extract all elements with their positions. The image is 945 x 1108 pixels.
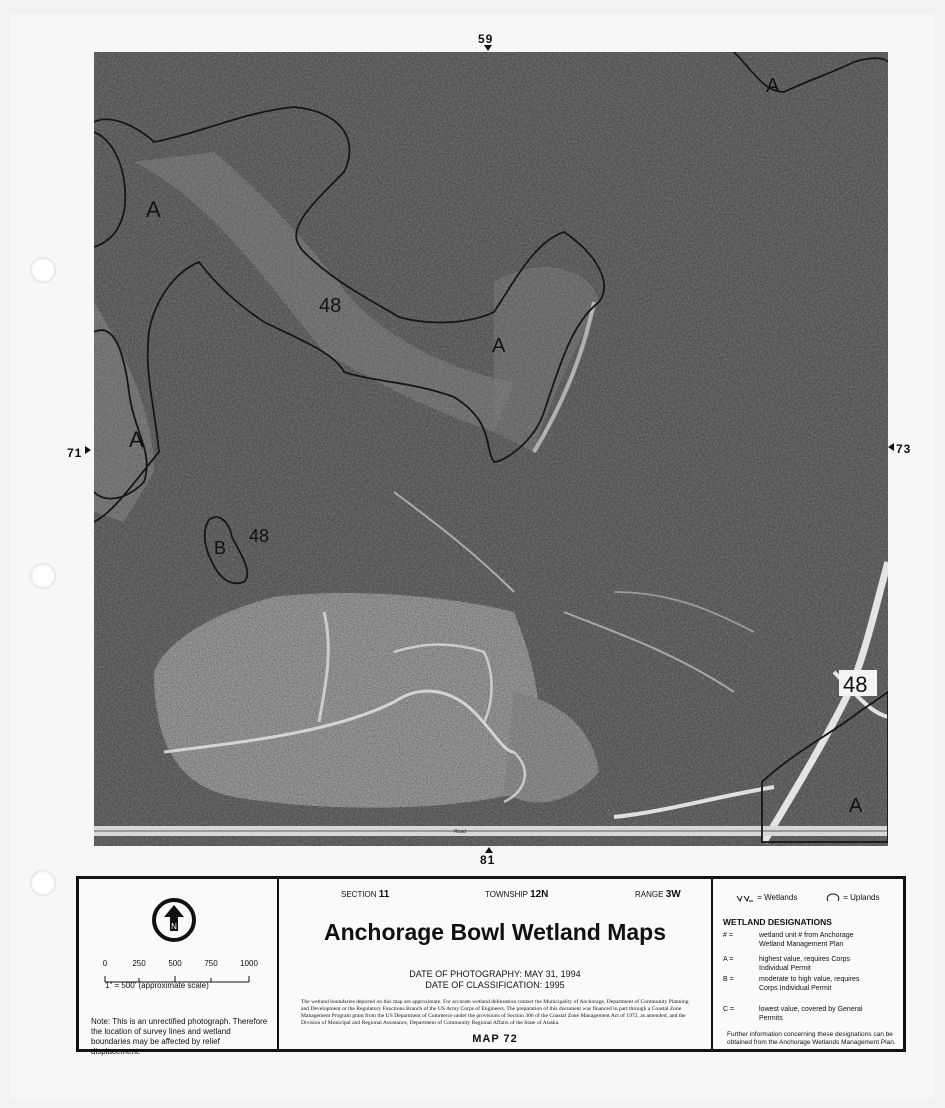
edge-arrow-left bbox=[85, 446, 91, 454]
designation-symbol: C = bbox=[723, 1006, 735, 1013]
designation-symbol: B = bbox=[723, 976, 734, 983]
uplands-key-label: = Uplands bbox=[843, 893, 880, 903]
unit-label-b[interactable]: B bbox=[214, 538, 227, 558]
edge-arrow-top bbox=[484, 45, 492, 51]
section-value: 11 bbox=[378, 889, 390, 900]
designation-text: lowest value, covered by General Permits bbox=[759, 1006, 863, 1022]
legend-right-column bbox=[713, 879, 903, 1049]
punch-hole-top bbox=[30, 257, 56, 283]
map-number: MAP 72 bbox=[472, 1033, 518, 1045]
disclaimer-text: The wetland boundaries depicted on this map are approximate. For accurate wetland delineation contact the Municipality of Anchorage, Department of Community Planning and Development or the Regulatory Functions Branch of the US Army Corps of Engineers. The preparation of this document was financed in part through a Coastal Zone Management Program grant from the US Department of Commerce under the provisions of Section 306 of the Coastal Zone Management Act of 1972, as amended, and the Division of Municipal and Regional Assistance, Department of Community Regional Affairs of the State of Alaska. bbox=[301, 999, 689, 1026]
designation-symbol: A = bbox=[723, 956, 734, 963]
unit-label-a2[interactable]: A bbox=[492, 335, 506, 357]
edge-number-top[interactable]: 59 bbox=[478, 32, 494, 46]
edge-number-right[interactable]: 73 bbox=[896, 442, 912, 456]
designation-text: moderate to high value, requires Corps Individual Permit bbox=[759, 976, 860, 992]
north-letter: N bbox=[171, 922, 177, 931]
designation-symbol: # = bbox=[723, 932, 733, 939]
range-field bbox=[635, 889, 681, 900]
edge-arrow-bottom bbox=[485, 847, 493, 853]
unit-label-a3[interactable]: A bbox=[129, 427, 144, 452]
scale-tick-1000: 1000 bbox=[240, 959, 258, 968]
edge-number-left[interactable]: 71 bbox=[67, 446, 83, 460]
section-field bbox=[341, 889, 389, 900]
dates-block bbox=[279, 969, 711, 991]
aerial-photograph[interactable] bbox=[94, 52, 888, 846]
section-label: SECTION bbox=[341, 890, 377, 899]
date-of-classification: DATE OF CLASSIFICATION: 1995 bbox=[425, 980, 565, 990]
date-of-photography: DATE OF PHOTOGRAPHY: MAY 31, 1994 bbox=[409, 969, 581, 979]
punch-hole-middle bbox=[30, 563, 56, 589]
map-title: Anchorage Bowl Wetland Maps bbox=[323, 919, 667, 945]
legend-left-column bbox=[79, 879, 279, 1056]
road-label: Road bbox=[454, 829, 466, 835]
wetland-symbol-icon bbox=[735, 893, 755, 903]
north-arrow-icon bbox=[151, 897, 197, 943]
scale-tick-750: 750 bbox=[204, 959, 218, 968]
designation-item bbox=[723, 1005, 869, 1023]
scale-tick-500: 500 bbox=[168, 959, 182, 968]
upland-symbol-icon bbox=[825, 893, 841, 903]
edge-number-bottom[interactable]: 81 bbox=[480, 853, 496, 867]
township-value: 12N bbox=[530, 889, 549, 900]
uplands-key bbox=[825, 893, 879, 903]
further-info: Further information concerning these designations can be obtained from the Anchorage Wetlands Management Plan. bbox=[727, 1031, 896, 1046]
scale-note: 1" = 500' (approximate scale) bbox=[105, 981, 209, 990]
unit-label-a4[interactable]: A bbox=[849, 795, 863, 817]
scale-tick-250: 250 bbox=[132, 959, 146, 968]
range-label: RANGE bbox=[635, 890, 664, 899]
legend-panel bbox=[76, 876, 906, 1056]
unrectified-note: Note: This is an unrectified photograph. Therefore the location of survey lines and wetland boundaries may be affected by relief displacement. bbox=[91, 1017, 268, 1056]
scale-tick-0: 0 bbox=[102, 959, 108, 968]
designations-title: WETLAND DESIGNATIONS bbox=[723, 917, 832, 927]
punch-hole-bottom bbox=[30, 870, 56, 896]
designation-item bbox=[723, 955, 869, 973]
unit-label-48b[interactable]: 48 bbox=[249, 526, 270, 546]
unit-label-48a[interactable]: 48 bbox=[319, 295, 342, 317]
unit-label-a1[interactable]: A bbox=[146, 197, 161, 222]
unit-label-48c[interactable]: 48 bbox=[843, 672, 868, 697]
wetlands-key bbox=[735, 893, 797, 903]
designation-item bbox=[723, 975, 869, 993]
unit-label-a5[interactable]: A bbox=[766, 75, 780, 97]
edge-arrow-right bbox=[888, 443, 894, 451]
designation-item bbox=[723, 931, 869, 949]
designation-text: highest value, requires Corps Individual Permit bbox=[759, 956, 851, 972]
township-field bbox=[485, 889, 548, 900]
wetlands-key-label: = Wetlands bbox=[757, 893, 798, 903]
legend-middle-column bbox=[279, 879, 713, 1049]
designation-text: wetland unit # from Anchorage Wetland Management Plan bbox=[759, 932, 854, 948]
township-label: TOWNSHIP bbox=[485, 890, 528, 899]
range-value: 3W bbox=[665, 889, 681, 900]
